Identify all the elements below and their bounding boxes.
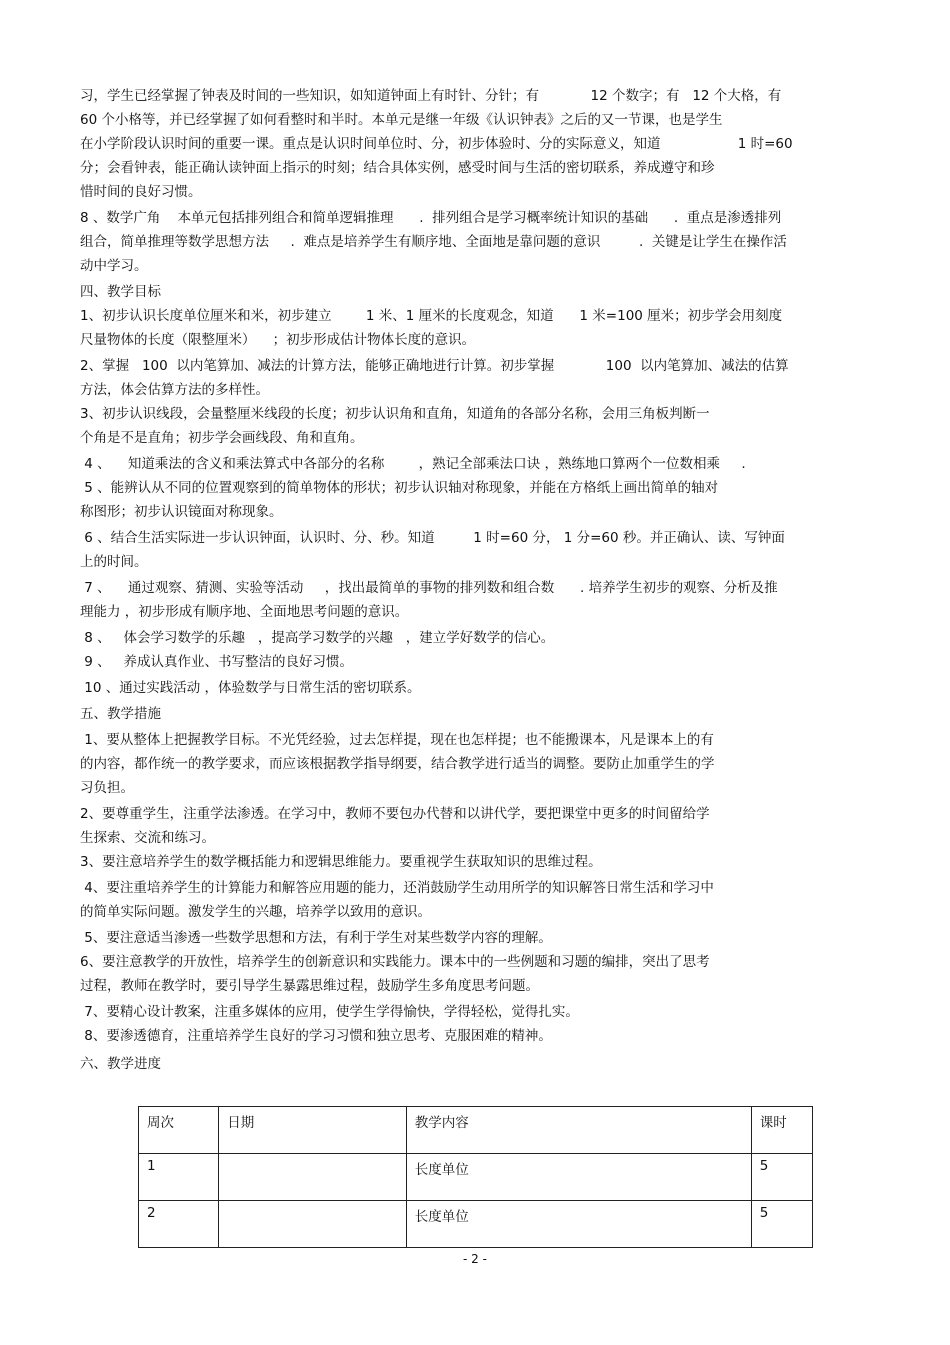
cell-date [219, 1201, 407, 1248]
text-line: 6、要注意教学的开放性，培养学生的创新意识和实践能力。课本中的一些例题和习题的编排，突出了思考 [80, 954, 710, 970]
text-line: 6 、结合生活实际进一步认识钟面，认识时、分、秒。知道 1 时=60 分， 1 分=60 秒。并正确认、读、写钟面 [80, 530, 785, 546]
cell-hours: 5 [751, 1201, 812, 1248]
header-week: 周次 [139, 1107, 219, 1154]
table-header-row [139, 1107, 813, 1154]
text-line: 8 、数学广角 本单元包括排列组合和简单逻辑推理 . 排列组合是学习概率统计知识的基础 . 重点是渗透排列 [80, 210, 782, 226]
text-line: 生探索、交流和练习。 [80, 830, 215, 846]
text-line: 5、要注意适当渗透一些数学思想和方法，有利于学生对某些数学内容的理解。 [80, 930, 552, 946]
text-line: 上的时间。 [80, 554, 148, 570]
text-line: 9 、 养成认真作业、书写整洁的良好习惯。 [80, 654, 354, 670]
text-line: 称图形；初步认识镜面对称现象。 [80, 504, 283, 520]
text-line: 的内容，都作统一的教学要求，而应该根据教学指导纲要，结合教学进行适当的调整。要防止加重学生的学 [80, 756, 715, 772]
text-line: 2、要尊重学生，注重学法渗透。在学习中，教师不要包办代替和以讲代学，要把课堂中更多的时间留给学 [80, 806, 710, 822]
cell-date [219, 1154, 407, 1201]
text-line: 过程，教师在教学时，要引导学生暴露思维过程，鼓励学生多角度思考问题。 [80, 978, 539, 994]
text-line: 习负担。 [80, 780, 134, 796]
header-hours: 课时 [751, 1107, 812, 1154]
text-line: 习，学生已经掌握了钟表及时间的一些知识，如知道钟面上有时针、分针；有 12 个数字；有 12 个大格，有 [80, 88, 782, 104]
schedule-table [138, 1106, 813, 1248]
text-line: 2、掌握 100 以内笔算加、减法的计算方法，能够正确地进行计算。初步掌握 100 以内笔算加、减法的估算 [80, 358, 789, 374]
cell-hours: 5 [751, 1154, 812, 1201]
header-date: 日期 [219, 1107, 407, 1154]
text-line: 四、教学目标 [80, 284, 161, 300]
text-line: 4、要注重培养学生的计算能力和解答应用题的能力，还消鼓励学生动用所学的知识解答日常生活和学习中 [80, 880, 714, 896]
text-line: 10 、通过实践活动 ，体验数学与日常生活的密切联系。 [80, 680, 421, 696]
text-line: 方法，体会估算方法的多样性。 [80, 382, 269, 398]
text-line: 1、初步认识长度单位厘米和米，初步建立 1 米、1 厘米的长度观念，知道 1 米=100 厘米；初步学会用刻度 [80, 308, 783, 324]
page-number: - 2 - [463, 1252, 487, 1266]
text-line: 8、要渗透德育，注重培养学生良好的学习习惯和独立思考、克服困难的精神。 [80, 1028, 552, 1044]
text-line: 理能力 ，初步形成有顺序地、全面地思考问题的意识。 [80, 604, 409, 620]
text-line: 六、教学进度 [80, 1056, 161, 1072]
table-row [139, 1154, 813, 1201]
text-line: 1、要从整体上把握教学目标。不光凭经验，过去怎样提，现在也怎样提；也不能搬课本，凡是课本上的有 [80, 732, 714, 748]
cell-content: 长度单位 [406, 1154, 751, 1201]
text-line: 7 、 通过观察、猜测、实验等活动 ，找出最简单的事物的排列数和组合数 . 培养学生初步的观察、分析及推 [80, 580, 778, 596]
cell-week: 1 [139, 1154, 219, 1201]
text-line: 动中学习。 [80, 258, 148, 274]
text-line: 3、初步认识线段，会量整厘米线段的长度；初步认识角和直角，知道角的各部分名称，会用三角板判断一 [80, 406, 710, 422]
text-line: 个角是不是直角；初步学会画线段、角和直角。 [80, 430, 364, 446]
text-line: 组合，简单推理等数学思想方法 . 难点是培养学生有顺序地、全面地是靠问题的意识 . 关键是让学生在操作活 [80, 234, 787, 250]
text-line: 3、要注意培养学生的数学概括能力和逻辑思维能力。要重视学生获取知识的思维过程。 [80, 854, 602, 870]
text-line: 在小学阶段认识时间的重要一课。重点是认识时间单位时、分，初步体验时、分的实际意义，知道 1 时=60 [80, 136, 793, 152]
text-line: 60 个小格等，并已经掌握了如何看整时和半时。本单元是继一年级《认识钟表》之后的又一节课，也是学生 [80, 112, 723, 128]
cell-content: 长度单位 [406, 1201, 751, 1248]
table-row [139, 1201, 813, 1248]
text-line: 7、要精心设计教案，注重多媒体的应用，使学生学得愉快，学得轻松，觉得扎实。 [80, 1004, 579, 1020]
text-line: 8 、 体会学习数学的乐趣 ，提高学习数学的兴趣 ，建立学好数学的信心。 [80, 630, 555, 646]
text-line: 惜时间的良好习惯。 [80, 184, 202, 200]
cell-week: 2 [139, 1201, 219, 1248]
header-content: 教学内容 [406, 1107, 751, 1154]
text-line: 五、教学措施 [80, 706, 161, 722]
text-line: 4 、 知道乘法的含义和乘法算式中各部分的名称 ，熟记全部乘法口诀 ，熟练地口算两个一位数相乘 . [80, 456, 746, 472]
text-line: 5 、能辨认从不同的位置观察到的简单物体的形状；初步认识轴对称现象，并能在方格纸上画出简单的轴对 [80, 480, 719, 496]
text-line: 分；会看钟表，能正确认读钟面上指示的时刻；结合具体实例，感受时间与生活的密切联系，养成遵守和珍 [80, 160, 715, 176]
text-line: 的简单实际问题。激发学生的兴趣，培养学以致用的意识。 [80, 904, 431, 920]
text-line: 尺量物体的长度（限整厘米） ；初步形成估计物体长度的意识。 [80, 332, 476, 348]
